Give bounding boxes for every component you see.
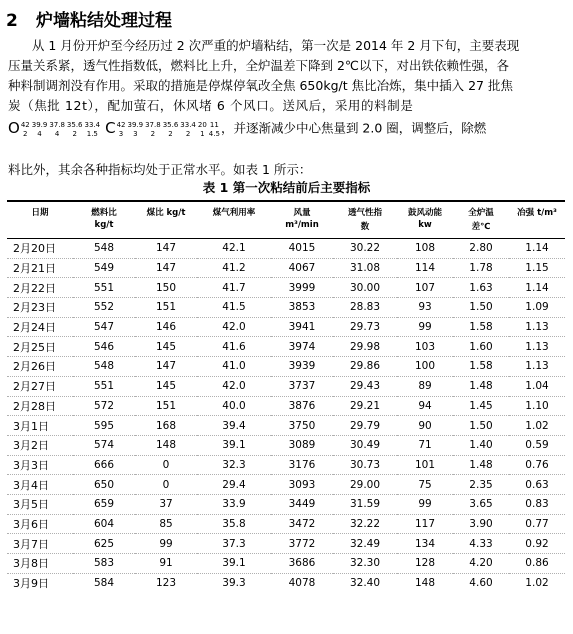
paragraph-line-1 — [8, 36, 568, 56]
value-cell: 29.4 — [197, 475, 271, 495]
value-cell: 3876 — [271, 396, 333, 416]
value-cell: 99 — [397, 494, 453, 514]
value-cell: 94 — [397, 396, 453, 416]
section-heading — [6, 6, 172, 31]
column-header-line2: kw — [418, 220, 432, 230]
value-cell: 91 — [135, 554, 197, 574]
paragraph-line-2: 压量关系紧，透气性指数低，燃料比上升，全炉温差下降到 2℃以下，对出铁依赖性强，各 — [8, 58, 509, 73]
value-cell: 89 — [397, 376, 453, 396]
column-header-line1: 鼓风动能 — [407, 208, 442, 218]
table-row — [7, 337, 565, 357]
table-row — [7, 239, 565, 259]
value-cell: 39.1 — [197, 435, 271, 455]
value-cell: 0.63 — [509, 475, 565, 495]
table-row — [7, 357, 565, 377]
value-cell: 3472 — [271, 514, 333, 534]
value-cell: 39.4 — [197, 416, 271, 436]
value-cell: 3737 — [271, 376, 333, 396]
value-cell: 41.6 — [197, 337, 271, 357]
table-row — [7, 278, 565, 298]
value-cell: 1.14 — [509, 278, 565, 298]
ore-ring-count: 1.5 — [86, 130, 98, 138]
value-cell: 650 — [73, 475, 135, 495]
value-cell: 42.0 — [197, 376, 271, 396]
value-cell: 1.02 — [525, 577, 549, 590]
ore-ring-count: 4 — [37, 130, 42, 138]
column-header-line2: m³/min — [285, 220, 319, 230]
column-header-line1: 日期 — [31, 208, 49, 218]
formula-coke-rings — [116, 123, 221, 136]
column-header-line2: 差℃ — [471, 222, 491, 232]
value-cell: 30.00 — [333, 278, 397, 298]
paragraph-line-4: 炭（焦批 12t），配加萤石，休风堵 6 个风口。送风后，采用的料制是 — [8, 98, 414, 113]
coke-ring-count: 2 — [150, 130, 156, 138]
value-cell: 29.98 — [333, 337, 397, 357]
value-cell: 99 — [397, 317, 453, 337]
value-cell: 37 — [135, 494, 197, 514]
table-row — [7, 573, 565, 592]
value-cell: 666 — [73, 455, 135, 475]
value-cell: 123 — [155, 577, 177, 590]
column-header-line1: 冶强 t/m³ — [517, 208, 557, 218]
value-cell: 103 — [397, 337, 453, 357]
coke-ring-count: 3 — [133, 130, 138, 138]
ore-ring — [49, 121, 65, 139]
column-header — [397, 201, 453, 239]
value-cell: 117 — [397, 514, 453, 534]
value-cell: 4.20 — [453, 554, 509, 574]
value-cell: 4.60 — [469, 577, 493, 590]
coke-ring-angle: 35.6 — [162, 121, 179, 129]
ore-ring — [85, 121, 101, 139]
value-cell: 659 — [73, 494, 135, 514]
paragraph-line-6: 料比外，其余各种指标均处于正常水平。如表 1 所示： — [8, 162, 312, 177]
table-row — [7, 514, 565, 534]
value-cell: 4078 — [288, 577, 316, 590]
value-cell: 30.22 — [333, 239, 397, 259]
coke-ring-angle: 33.4 — [180, 121, 196, 129]
value-cell: 147 — [135, 239, 197, 259]
coke-ring-angle: 37.8 — [145, 121, 161, 129]
value-cell: 1.14 — [509, 239, 565, 259]
value-cell: 0.59 — [509, 435, 565, 455]
value-cell: 147 — [135, 357, 197, 377]
value-cell: 41.5 — [197, 298, 271, 318]
value-cell: 546 — [73, 337, 135, 357]
value-cell: 2.35 — [453, 475, 509, 495]
date-cell: 2月27日 — [7, 376, 73, 396]
value-cell: 4.33 — [453, 534, 509, 554]
value-cell: 40.0 — [197, 396, 271, 416]
coke-ring-angle: 39.9 — [127, 121, 144, 129]
table-row — [7, 494, 565, 514]
date-cell: 3月5日 — [7, 494, 73, 514]
value-cell: 1.60 — [453, 337, 509, 357]
value-cell: 1.58 — [453, 317, 509, 337]
coke-ring — [117, 121, 126, 139]
value-cell: 90 — [397, 416, 453, 436]
value-cell: 30.49 — [333, 435, 397, 455]
ore-ring-count: 2 — [72, 130, 77, 138]
date-cell: 2月28日 — [7, 396, 73, 416]
value-cell: 574 — [73, 435, 135, 455]
value-cell: 32.49 — [333, 534, 397, 554]
formula-ore-rings — [20, 123, 101, 136]
value-cell: 28.83 — [333, 298, 397, 318]
date-cell: 2月24日 — [7, 317, 73, 337]
value-cell: 604 — [73, 514, 135, 534]
table-row — [7, 416, 565, 436]
date-cell: 3月3日 — [7, 455, 73, 475]
value-cell: 29.86 — [333, 357, 397, 377]
coke-ring — [198, 121, 207, 139]
value-cell: 0.86 — [509, 554, 565, 574]
value-cell: 3772 — [271, 534, 333, 554]
value-cell: 32.3 — [197, 455, 271, 475]
value-cell: 3941 — [271, 317, 333, 337]
column-header — [197, 201, 271, 239]
ore-ring-angle: 39.9 — [31, 121, 48, 129]
value-cell: 1.48 — [453, 376, 509, 396]
formula-ore-letter: O — [8, 119, 20, 137]
value-cell: 145 — [135, 337, 197, 357]
value-cell: 85 — [135, 514, 197, 534]
date-cell: 3月9日 — [13, 577, 49, 591]
value-cell: 134 — [397, 534, 453, 554]
coke-ring — [209, 121, 220, 139]
column-header — [271, 201, 333, 239]
value-cell: 4015 — [271, 239, 333, 259]
value-cell: 108 — [397, 239, 453, 259]
section-title: 炉墙粘结处理过程 — [36, 11, 172, 31]
value-cell: 147 — [135, 258, 197, 278]
ore-ring-count: 2 — [23, 130, 28, 138]
date-cell: 2月22日 — [7, 278, 73, 298]
value-cell: 37.3 — [197, 534, 271, 554]
date-cell: 3月7日 — [7, 534, 73, 554]
burden-formula-coke — [105, 118, 221, 140]
column-header-line1: 煤气利用率 — [212, 208, 256, 218]
coke-ring-count: 4.5 — [208, 130, 220, 138]
ore-ring — [67, 121, 83, 139]
date-cell: 2月21日 — [7, 258, 73, 278]
value-cell: 33.9 — [197, 494, 271, 514]
value-cell: 548 — [73, 239, 135, 259]
value-cell: 1.04 — [509, 376, 565, 396]
coke-ring — [128, 121, 144, 139]
value-cell: 4067 — [271, 258, 333, 278]
value-cell: 148 — [135, 435, 197, 455]
value-cell: 41.2 — [197, 258, 271, 278]
date-cell: 3月2日 — [7, 435, 73, 455]
value-cell: 1.78 — [453, 258, 509, 278]
value-cell: 29.79 — [333, 416, 397, 436]
value-cell: 31.59 — [333, 494, 397, 514]
value-cell: 1.15 — [509, 258, 565, 278]
ore-ring-count: 4 — [54, 130, 60, 138]
table-row — [7, 455, 565, 475]
value-cell: 3750 — [271, 416, 333, 436]
date-cell: 3月1日 — [7, 416, 73, 436]
column-header-line1: 燃料比 — [91, 208, 117, 218]
value-cell: 1.48 — [453, 455, 509, 475]
value-cell: 29.43 — [333, 376, 397, 396]
value-cell: 625 — [73, 534, 135, 554]
value-cell: 71 — [397, 435, 453, 455]
value-cell: 32.30 — [333, 554, 397, 574]
value-cell: 551 — [73, 278, 135, 298]
value-cell: 3.65 — [453, 494, 509, 514]
date-cell: 2月20日 — [7, 239, 73, 259]
coke-ring-count: 3 — [118, 130, 124, 138]
coke-ring-count: 2 — [168, 130, 173, 138]
coke-ring — [145, 121, 161, 139]
date-cell: 3月4日 — [7, 475, 73, 495]
value-cell: 29.00 — [333, 475, 397, 495]
value-cell: 583 — [73, 554, 135, 574]
table-row — [7, 376, 565, 396]
formula-coke-letter: C — [105, 119, 116, 137]
value-cell: 584 — [93, 577, 115, 590]
column-header-line1: 煤比 kg/t — [146, 208, 186, 218]
value-cell: 41.7 — [197, 278, 271, 298]
value-cell: 1.13 — [509, 357, 565, 377]
column-header-line2: kg/t — [94, 220, 114, 230]
value-cell: 3853 — [271, 298, 333, 318]
value-cell: 0.83 — [509, 494, 565, 514]
column-header — [453, 201, 509, 239]
value-cell: 151 — [135, 396, 197, 416]
value-cell: 1.58 — [453, 357, 509, 377]
table-row — [7, 258, 565, 278]
column-header — [135, 201, 197, 239]
value-cell: 145 — [135, 376, 197, 396]
column-header — [7, 201, 73, 239]
value-cell: 41.0 — [197, 357, 271, 377]
value-cell: 99 — [135, 534, 197, 554]
table-body — [7, 239, 565, 593]
value-cell: 29.73 — [333, 317, 397, 337]
ore-ring-angle: 42 — [20, 121, 30, 129]
value-cell: 3999 — [271, 278, 333, 298]
value-cell: 35.8 — [197, 514, 271, 534]
value-cell: 572 — [73, 396, 135, 416]
value-cell: 100 — [397, 357, 453, 377]
column-header — [333, 201, 397, 239]
date-cell: 3月6日 — [7, 514, 73, 534]
value-cell: 128 — [397, 554, 453, 574]
value-cell: 148 — [414, 577, 436, 590]
column-header-line1: 风量 — [293, 208, 311, 218]
value-cell: 552 — [73, 298, 135, 318]
paragraph-line-5 — [8, 118, 568, 152]
value-cell: 30.73 — [333, 455, 397, 475]
table-row — [7, 435, 565, 455]
value-cell: 3449 — [271, 494, 333, 514]
value-cell: 0 — [135, 475, 197, 495]
value-cell: 595 — [73, 416, 135, 436]
date-cell: 2月25日 — [7, 337, 73, 357]
coke-ring — [180, 121, 196, 139]
column-header-line1: 透气性指 — [347, 208, 382, 218]
value-cell: 75 — [397, 475, 453, 495]
value-cell: 0.76 — [509, 455, 565, 475]
table-row — [7, 534, 565, 554]
value-cell: 151 — [135, 298, 197, 318]
value-cell: 3176 — [271, 455, 333, 475]
coke-ring-angle: 11 — [209, 121, 219, 129]
value-cell: 101 — [397, 455, 453, 475]
table-row — [7, 298, 565, 318]
table-row — [7, 554, 565, 574]
ore-ring — [32, 121, 48, 139]
column-header — [73, 201, 135, 239]
date-cell: 2月23日 — [7, 298, 73, 318]
value-cell: 1.45 — [453, 396, 509, 416]
value-cell: 3939 — [271, 357, 333, 377]
value-cell: 1.50 — [453, 298, 509, 318]
value-cell: 42.1 — [197, 239, 271, 259]
burden-formula-ore — [8, 118, 101, 140]
coke-ring-angle: 20 — [197, 121, 207, 129]
indicator-table — [7, 200, 565, 592]
table-caption: 表 1 第一次粘结前后主要指标 — [202, 180, 371, 195]
coke-ring-count: 1 — [200, 130, 205, 138]
value-cell: 39.1 — [197, 554, 271, 574]
ore-ring — [21, 121, 30, 139]
column-header-line2: 数 — [360, 222, 370, 232]
value-cell: 1.40 — [453, 435, 509, 455]
value-cell: 168 — [135, 416, 197, 436]
value-cell: 93 — [397, 298, 453, 318]
date-cell: 3月8日 — [7, 554, 73, 574]
value-cell: 1.13 — [509, 337, 565, 357]
column-header — [509, 201, 565, 239]
value-cell: 549 — [73, 258, 135, 278]
value-cell: 3.90 — [453, 514, 509, 534]
value-cell: 42.0 — [197, 317, 271, 337]
value-cell: 31.08 — [333, 258, 397, 278]
value-cell: 107 — [397, 278, 453, 298]
table-row — [7, 475, 565, 495]
coke-ring-count: 2 — [185, 130, 191, 138]
value-cell: 1.63 — [453, 278, 509, 298]
value-cell: 32.40 — [349, 577, 381, 590]
value-cell: 547 — [73, 317, 135, 337]
value-cell: 1.09 — [509, 298, 565, 318]
value-cell: 1.10 — [509, 396, 565, 416]
value-cell: 2.80 — [453, 239, 509, 259]
value-cell: 146 — [135, 317, 197, 337]
value-cell: 1.13 — [509, 317, 565, 337]
value-cell: 39.3 — [222, 577, 246, 590]
value-cell: 114 — [397, 258, 453, 278]
paragraph-line-5-tail: ，并逐渐减少中心焦量到 2.0 圈，调整后，除燃 — [220, 120, 487, 136]
value-cell: 1.02 — [509, 416, 565, 436]
coke-ring-angle: 42 — [116, 121, 126, 129]
value-cell: 548 — [73, 357, 135, 377]
value-cell: 3089 — [271, 435, 333, 455]
value-cell: 150 — [135, 278, 197, 298]
value-cell: 0 — [135, 455, 197, 475]
value-cell: 3093 — [271, 475, 333, 495]
table-header-row — [7, 201, 565, 239]
value-cell: 32.22 — [333, 514, 397, 534]
value-cell: 1.50 — [453, 416, 509, 436]
column-header-line2 — [135, 220, 197, 234]
column-header-line1: 全炉温 — [468, 208, 494, 218]
date-cell: 2月26日 — [7, 357, 73, 377]
table-row — [7, 317, 565, 337]
paragraph-line-1-text: 从 1 月份开炉至今经历过 2 次严重的炉墙粘结，第一次是 2014 年 2 月下旬，主要表现 — [31, 38, 520, 53]
ore-ring-angle: 37.8 — [49, 121, 65, 129]
coke-ring — [163, 121, 179, 139]
value-cell: 0.92 — [509, 534, 565, 554]
value-cell: 3686 — [271, 554, 333, 574]
paragraph-line-3: 种料制调剂没有作用。采取的措施是停煤停氧改全焦 650kg/t 焦比冶炼，集中插入 27 批焦 — [8, 78, 513, 93]
value-cell: 3974 — [271, 337, 333, 357]
value-cell: 29.21 — [333, 396, 397, 416]
ore-ring-angle: 33.4 — [84, 121, 101, 129]
ore-ring-angle: 35.6 — [66, 121, 83, 129]
value-cell: 551 — [73, 376, 135, 396]
column-header-line2 — [509, 220, 565, 234]
column-header-line2 — [197, 220, 271, 234]
table-row — [7, 396, 565, 416]
value-cell: 0.77 — [509, 514, 565, 534]
column-header-line2 — [7, 220, 73, 234]
section-number: 2 — [6, 11, 18, 31]
